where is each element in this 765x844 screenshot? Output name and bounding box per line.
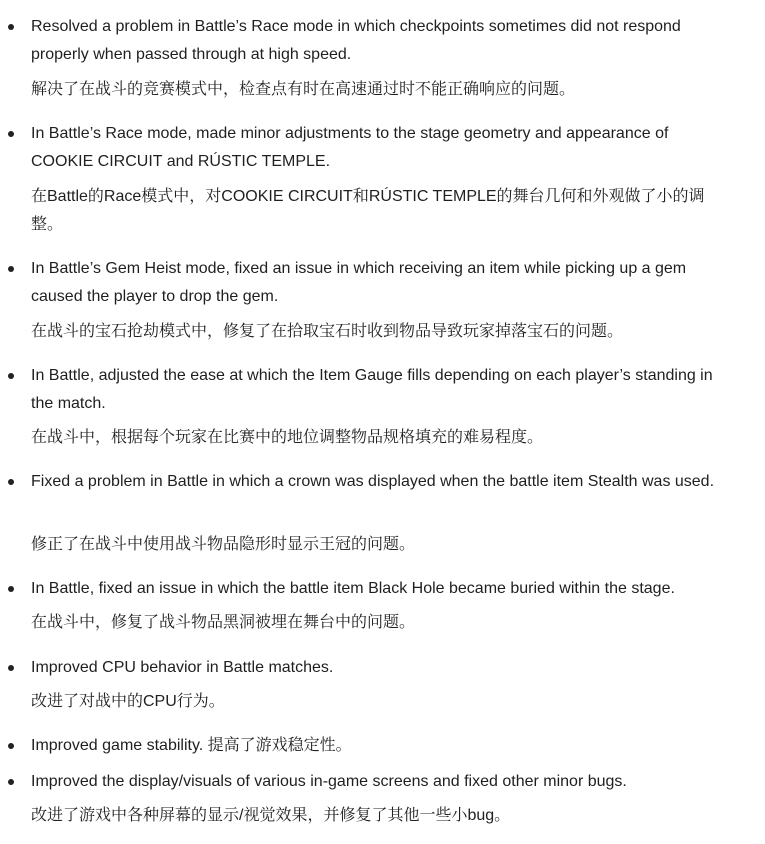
english-text: Improved game stability. 提高了游戏稳定性。 (31, 737, 352, 754)
chinese-text: 解决了在战斗的竞赛模式中，检查点有时在高速通过时不能正确响应的问题。 (31, 81, 576, 98)
chinese-text: 改进了游戏中各种屏幕的显示/视觉效果，并修复了其他一些小bug。 (31, 807, 511, 824)
english-text: In Battle’s Race mode, made minor adjustments to the stage geometry and appearance of COOKIE CIRCUIT and RÚSTIC TEMPLE. (31, 125, 669, 170)
english-text: Resolved a problem in Battle’s Race mode in which checkpoints sometimes did not respond properly when passed through at high speed. (31, 18, 681, 63)
bullet-icon (8, 779, 14, 785)
bullet-icon (8, 479, 14, 485)
chinese-text: 在战斗中，根据每个玩家在比赛中的地位调整物品规格填充的难易程度。 (31, 429, 544, 446)
bullet-icon (8, 373, 14, 379)
english-text: In Battle’s Gem Heist mode, fixed an issue in which receiving an item while picking up a gem caused the player to drop the gem. (31, 260, 687, 305)
chinese-text: 改进了对战中的CPU行为。 (31, 693, 225, 710)
english-text: Fixed a problem in Battle in which a crown was displayed when the battle item Stealth was used. (31, 473, 715, 490)
chinese-text: 在战斗中，修复了战斗物品黑洞被埋在舞台中的问题。 (31, 614, 416, 631)
chinese-text: 在Battle的Race模式中，对COOKIE CIRCUIT和RÚSTIC TEMPLE的舞台几何和外观做了小的调整。 (31, 188, 705, 233)
english-text: In Battle, adjusted the ease at which the Item Gauge fills depending on each player’s standing in the match. (31, 367, 713, 412)
english-text: In Battle, fixed an issue in which the battle item Black Hole became buried within the stage. (31, 580, 675, 597)
bullet-icon (8, 665, 14, 671)
chinese-text: 在战斗的宝石抢劫模式中，修复了在拾取宝石时收到物品导致玩家掉落宝石的问题。 (31, 323, 624, 340)
bullet-icon (8, 24, 14, 30)
bullet-icon (8, 743, 14, 749)
chinese-text: 修正了在战斗中使用战斗物品隐形时显示王冠的问题。 (31, 536, 416, 553)
english-text: Improved the display/visuals of various in-game screens and fixed other minor bugs. (31, 773, 627, 790)
english-text: Improved CPU behavior in Battle matches. (31, 659, 334, 676)
bullet-icon (8, 586, 14, 592)
bullet-icon (8, 131, 14, 137)
bullet-icon (8, 266, 14, 272)
